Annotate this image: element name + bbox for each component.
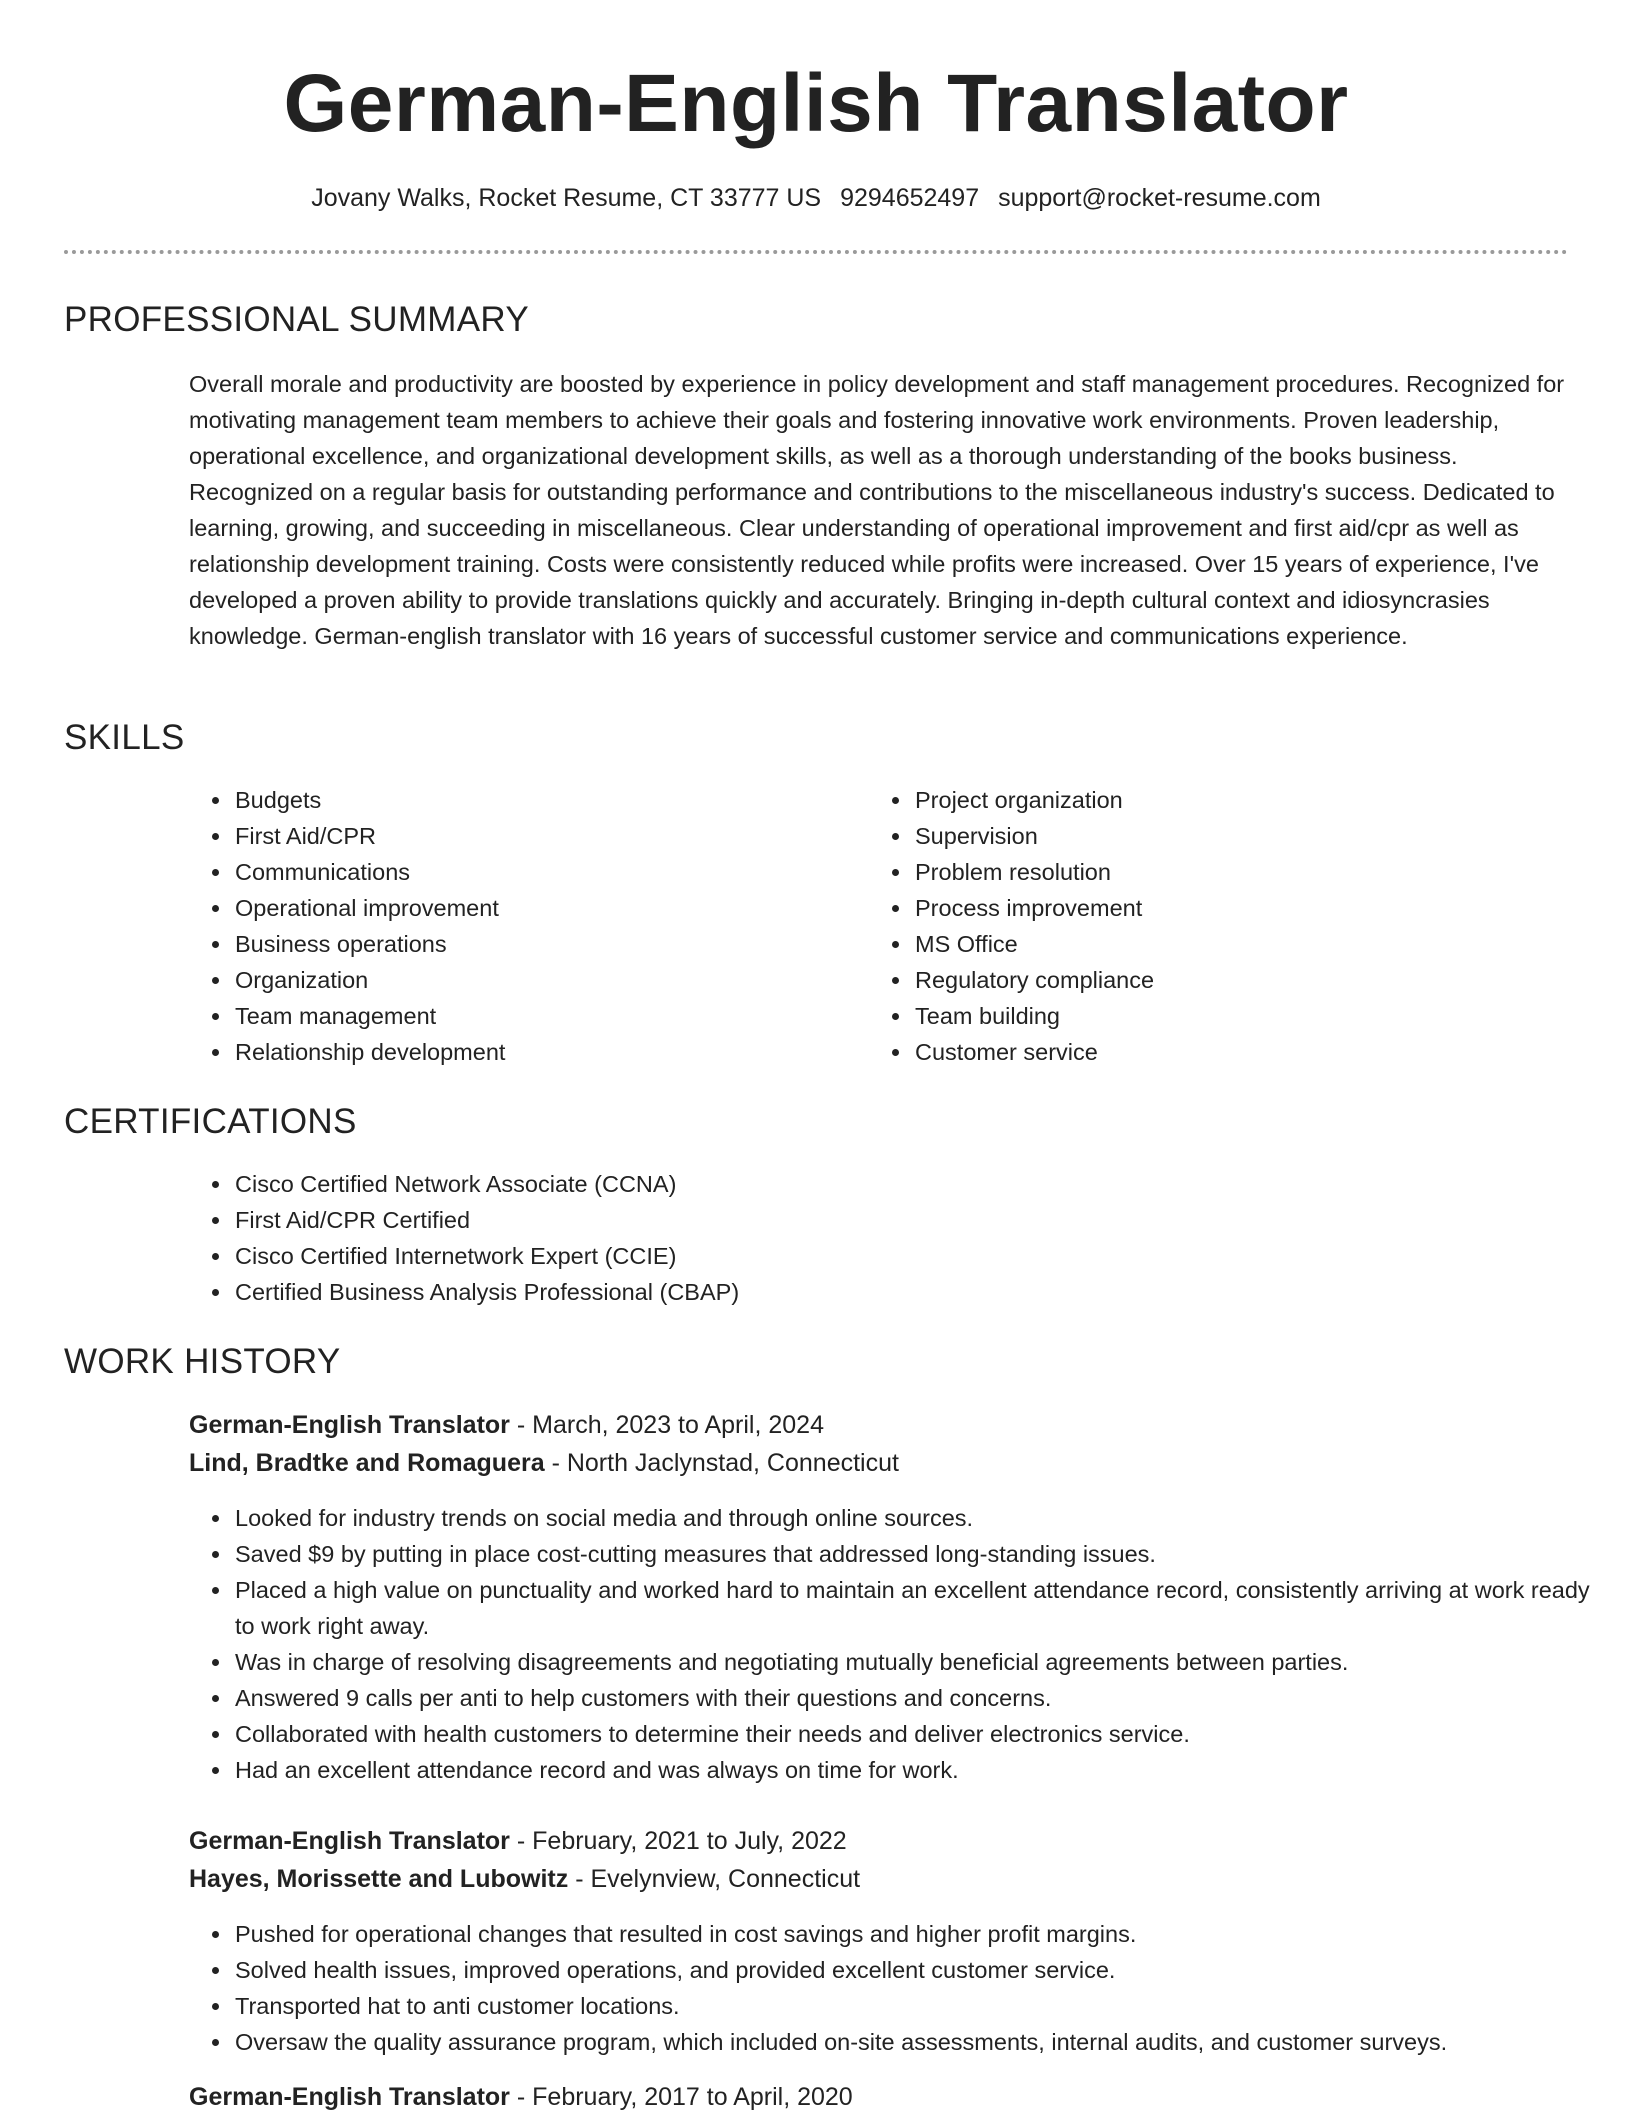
job-dates: March, 2023 to April, 2024 <box>532 1411 824 1439</box>
job-bullet: • Looked for industry trends on social media and through online sources. <box>233 1500 1613 1536</box>
job-title: German-English Translator <box>189 1827 510 1855</box>
certification-item: • First Aid/CPR Certified <box>233 1202 1613 1238</box>
work-history-heading: WORK HISTORY <box>64 1342 341 1381</box>
skill-item: • Business operations <box>233 926 833 962</box>
job-title-line <box>189 2078 853 2112</box>
job-title: German-English Translator <box>189 2083 510 2111</box>
certifications-list <box>189 1166 1613 1310</box>
job-separator: - <box>509 2083 533 2111</box>
summary-heading: PROFESSIONAL SUMMARY <box>64 300 529 339</box>
contact-phone: 9294652497 <box>840 184 980 212</box>
skill-item: • Process improvement <box>913 890 1513 926</box>
job-location: Evelynview, Connecticut <box>590 1865 861 1893</box>
certifications-heading: CERTIFICATIONS <box>64 1102 357 1141</box>
job-title: German-English Translator <box>189 1411 510 1439</box>
certification-item: • Cisco Certified Network Associate (CCNA) <box>233 1166 1613 1202</box>
job-bullet: • Had an excellent attendance record and was always on time for work. <box>233 1752 1613 1788</box>
job-bullet: • Collaborated with health customers to determine their needs and deliver electronics service. <box>233 1716 1613 1752</box>
job-bullet: • Saved $9 by putting in place cost-cutting measures that addressed long-standing issues. <box>233 1536 1613 1572</box>
skills-list-left <box>189 782 833 1070</box>
skill-item: • Customer service <box>913 1034 1513 1070</box>
job-separator: - <box>509 1827 533 1855</box>
job-company: Lind, Bradtke and Romaguera <box>189 1449 545 1477</box>
job-company-line <box>189 1444 899 1482</box>
job-bullets <box>189 1500 1613 1788</box>
job-dates: February, 2017 to April, 2020 <box>532 2083 853 2111</box>
resume-title: German-English Translator <box>283 58 1349 149</box>
skills-heading: SKILLS <box>64 718 185 757</box>
skill-item: • Organization <box>233 962 833 998</box>
job-company-line <box>189 1860 860 1898</box>
contact-line <box>0 178 1632 218</box>
skill-item: • Project organization <box>913 782 1513 818</box>
skill-item: • Problem resolution <box>913 854 1513 890</box>
header-divider <box>64 250 1568 254</box>
skill-item: • Regulatory compliance <box>913 962 1513 998</box>
skill-item: • Operational improvement <box>233 890 833 926</box>
skill-item: • Communications <box>233 854 833 890</box>
skill-item: • Supervision <box>913 818 1513 854</box>
job-separator: - <box>544 1449 567 1477</box>
job-bullet: • Answered 9 calls per anti to help customers with their questions and concerns. <box>233 1680 1613 1716</box>
certification-item: • Cisco Certified Internetwork Expert (CCIE) <box>233 1238 1613 1274</box>
job-bullet: • Transported hat to anti customer locations. <box>233 1988 1613 2024</box>
job-bullet: • Oversaw the quality assurance program, which included on-site assessments, internal audits, and customer surveys. <box>233 2024 1613 2060</box>
skill-item: • Budgets <box>233 782 833 818</box>
job-bullet: • Pushed for operational changes that resulted in cost savings and higher profit margins. <box>233 1916 1613 1952</box>
job-location: North Jaclynstad, Connecticut <box>566 1449 899 1477</box>
certification-item: • Certified Business Analysis Professional (CBAP) <box>233 1274 1613 1310</box>
summary-text: Overall morale and productivity are boosted by experience in policy development and staff management procedures. Recognized for motivating management team members to achieve their goals and fostering innovative work environments. Proven leadership, operational excellence, and organizational development skills, as well as a thorough understanding of the books business. Recognized on a regular basis for outstanding performance and contributions to the miscellaneous industry's success. Dedicated to learning, growing, and succeeding in miscellaneous. Clear understanding of operational improvement and first aid/cpr as well as relationship development training. Costs were consistently reduced while profits were increased. Over 15 years of experience, I've developed a proven ability to provide translations quickly and accurately. Bringing in-depth cultural context and idiosyncrasies knowledge. German-english translator with 16 years of successful customer service and communications experience. <box>189 371 1565 649</box>
skills-list-right <box>869 782 1513 1070</box>
contact-address: Jovany Walks, Rocket Resume, CT 33777 US <box>311 184 822 212</box>
job-bullets <box>189 1916 1613 2060</box>
skill-item: • Team management <box>233 998 833 1034</box>
contact-email: support@rocket-resume.com <box>998 184 1321 212</box>
skill-item: • First Aid/CPR <box>233 818 833 854</box>
job-bullet: • Solved health issues, improved operations, and provided excellent customer service. <box>233 1952 1613 1988</box>
job-dates: February, 2021 to July, 2022 <box>532 1827 847 1855</box>
job-title-line <box>189 1822 847 1860</box>
skill-item: • Team building <box>913 998 1513 1034</box>
job-title-line <box>189 1406 824 1444</box>
job-company: Hayes, Morissette and Lubowitz <box>189 1865 569 1893</box>
skill-item: • MS Office <box>913 926 1513 962</box>
job-bullet: • Placed a high value on punctuality and worked hard to maintain an excellent attendance record, consistently arriving at work ready to work right away. <box>233 1572 1613 1644</box>
skill-item: • Relationship development <box>233 1034 833 1070</box>
job-separator: - <box>568 1865 591 1893</box>
job-bullet: • Was in charge of resolving disagreements and negotiating mutually beneficial agreements between parties. <box>233 1644 1613 1680</box>
job-separator: - <box>509 1411 533 1439</box>
